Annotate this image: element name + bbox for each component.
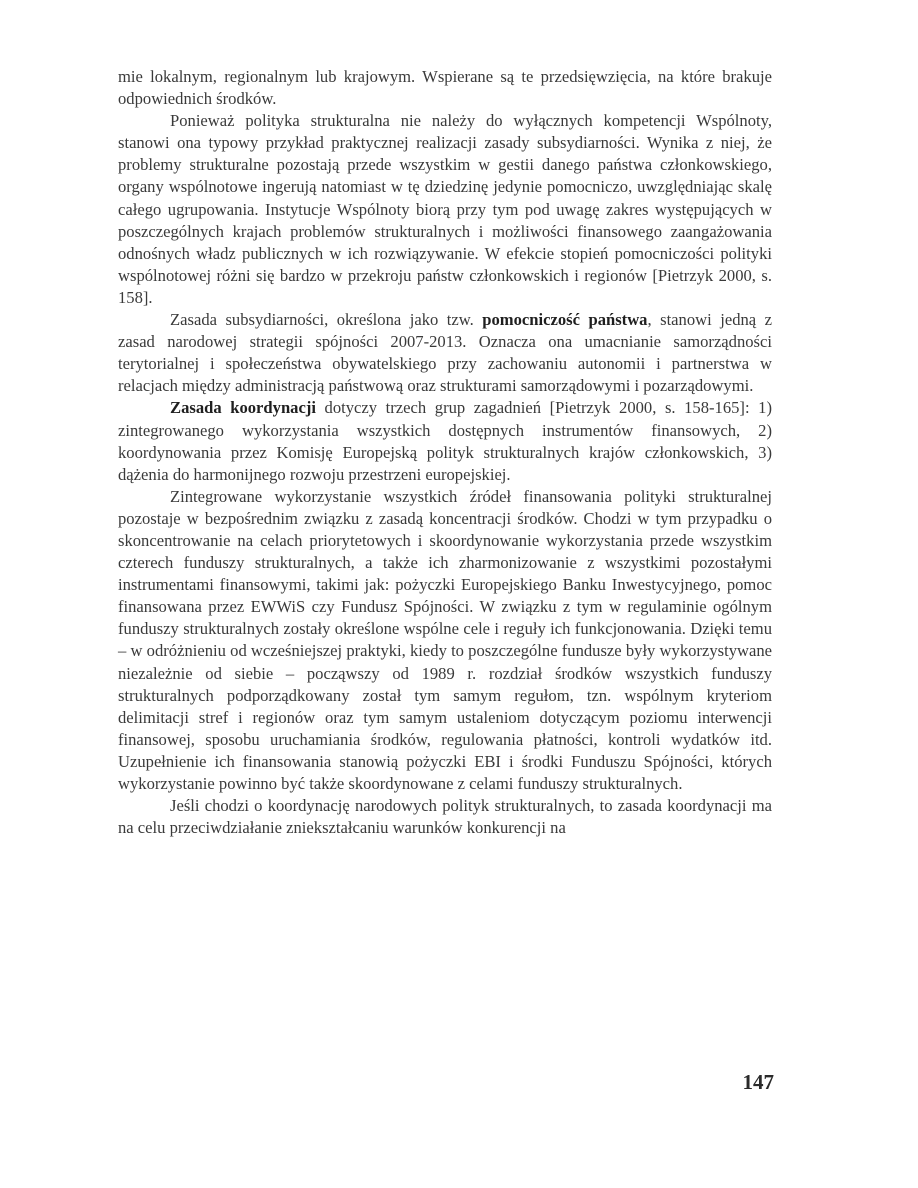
text-run: Jeśli chodzi o koordynację narodowych polityk strukturalnych, to zasada koordynacji ma na celu przeciwdziałanie zniekształcaniu warunków konkurencji na <box>118 796 772 838</box>
paragraph <box>118 309 772 397</box>
text-run: Zintegrowane wykorzystanie wszystkich źródeł finansowania polityki strukturalnej pozostaje w bezpośrednim związku z zasadą koncentracji środków. Chodzi w tym przypadku o skoncentrowanie na celach priorytetowych i skoordynowanie wykorzystania przede wszystkim czterech funduszy strukturalnych, a także ich zharmonizowanie z wszystkimi pozostałymi instrumentami finansowymi, takimi jak: pożyczki Europejskiego Banku Inwestycyjnego, pomoc finansowana przez EWWiS czy Fundusz Spójności. W związku z tym w regulaminie ogólnym funduszy strukturalnych zostały określone wspólne cele i reguły ich funkcjonowania. Dzięki temu – w odróżnieniu od wcześniejszej praktyki, kiedy to poszczególne fundusze były wykorzystywane niezależnie od siebie – począwszy od 1989 r. rozdział środków wszystkich funduszy strukturalnych podporządkowany został tym samym regułom, tzn. wspólnym kryteriom delimitacji stref i regionów oraz tym samym ustaleniom dotyczącym poziomu interwencji finansowej, sposobu uruchamiania środków, regulowania płatności, kontroli wydatków itd. Uzupełnienie ich finansowania stanowią pożyczki EBI i środki Funduszu Spójności, których wykorzystanie powinno być także skoordynowane z celami funduszy strukturalnych. <box>118 486 772 793</box>
page-number: 147 <box>742 1070 774 1094</box>
paragraph <box>118 397 772 485</box>
paragraph <box>118 110 772 309</box>
text-run: dotyczy trzech grup zagadnień [Pietrzyk 2000, s. 158-165]: 1) zintegrowanego wykorzystania wszystkich dostępnych instrumentów finansowych, 2) koordynowania przez Komisję Europejską polityk strukturalnych krajów członkowskich, 3) dążenia do harmonijnego rozwoju przestrzeni europejskiej. <box>118 398 772 484</box>
text-run: Ponieważ polityka strukturalna nie należy do wyłącznych kompetencji Wspólnoty, stanowi ona typowy przykład praktycznej realizacji zasady subsydiarności. Wynika z niej, że problemy strukturalne pozostają przede wszystkim w gestii danego państwa członkowskiego, organy wspólnotowe ingerują natomiast w tę dziedzinę jedynie pomocniczo, uwzględniając skalę całego ugrupowania. Instytucje Wspólnoty biorą przy tym pod uwagę zakres występujących w poszczególnych krajach problemów strukturalnych i możliwości finansowego zaangażowania odnośnych władz publicznych w ich rozwiązywanie. W efekcie stopień pomocniczości polityki wspólnotowej różni się bardzo w przekroju państw członkowskich i regionów [Pietrzyk 2000, s. 158]. <box>118 111 772 307</box>
text-run: , stanowi jedną z zasad narodowej strategii spójności 2007-2013. Oznacza ona umacnianie samorządności terytorialnej i społeczeństwa obywatelskiego przy zachowaniu autonomii i partnerstwa w relacjach między administracją państwową oraz strukturami samorządowymi i pozarządowymi. <box>118 310 772 396</box>
page-body <box>118 66 772 839</box>
bold-term: pomocniczość państwa <box>482 310 648 330</box>
paragraph <box>118 795 772 839</box>
paragraph <box>118 486 772 795</box>
bold-term: Zasada koordynacji <box>170 398 316 418</box>
paragraph <box>118 66 772 110</box>
text-run: mie lokalnym, regionalnym lub krajowym. Wspierane są te przedsięwzięcia, na które brakuje odpowiednich środków. <box>118 67 772 109</box>
text-run: Zasada subsydiarności, określona jako tzw. <box>170 310 483 330</box>
